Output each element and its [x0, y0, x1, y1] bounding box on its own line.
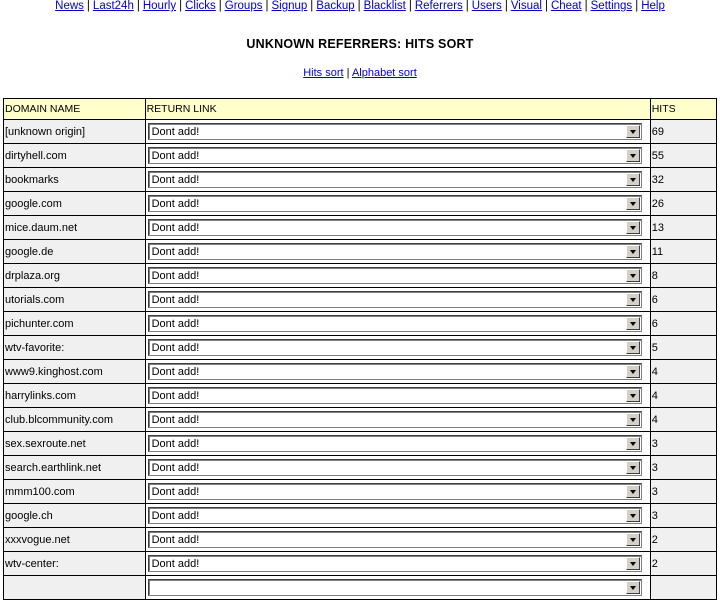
domain-name-cell: club.blcommunity.com: [4, 408, 146, 432]
table-row: [4, 408, 717, 432]
table-row: [4, 432, 717, 456]
dropdown-button[interactable]: [626, 389, 640, 402]
table-row: [4, 552, 717, 576]
hits-cell: 32: [650, 168, 716, 192]
return-link-cell: [145, 240, 650, 264]
table-row: [4, 240, 717, 264]
return-link-value: Dont add!: [151, 318, 200, 330]
chevron-down-icon: [630, 586, 636, 590]
return-link-cell: [145, 264, 650, 288]
chevron-down-icon: [630, 442, 636, 446]
domain-name-cell: wtv-favorite:: [4, 336, 146, 360]
hits-cell: 3: [650, 456, 716, 480]
domain-name-cell: search.earthlink.net: [4, 456, 146, 480]
return-link-select[interactable]: [148, 459, 642, 476]
table-row: [4, 120, 717, 144]
domain-name-cell: mmm100.com: [4, 480, 146, 504]
table-row: [4, 192, 717, 216]
hits-cell: 26: [650, 192, 716, 216]
return-link-cell: [145, 312, 650, 336]
return-link-value: Dont add!: [151, 174, 200, 186]
return-link-select[interactable]: [148, 219, 642, 236]
dropdown-button[interactable]: [626, 509, 640, 522]
nav-separator: |: [265, 0, 269, 12]
return-link-value: Dont add!: [151, 366, 200, 378]
return-link-value: Dont add!: [151, 198, 200, 210]
hits-cell: 69: [650, 120, 716, 144]
return-link-value: Dont add!: [151, 486, 200, 498]
dropdown-button[interactable]: [626, 461, 640, 474]
nav-separator: |: [635, 0, 639, 12]
return-link-value: Dont add!: [151, 534, 200, 546]
dropdown-button[interactable]: [626, 437, 640, 450]
chevron-down-icon: [630, 466, 636, 470]
return-link-value: Dont add!: [151, 438, 200, 450]
table-row: [4, 264, 717, 288]
dropdown-button[interactable]: [626, 485, 640, 498]
table-row: [4, 360, 717, 384]
domain-name-cell: harrylinks.com: [4, 384, 146, 408]
nav-separator: |: [408, 0, 412, 12]
hits-cell: 4: [650, 408, 716, 432]
return-link-cell: [145, 480, 650, 504]
return-link-select[interactable]: [148, 579, 642, 596]
domain-name-cell: xxxvogue.net: [4, 528, 146, 552]
chevron-down-icon: [630, 154, 636, 158]
hits-cell: 13: [650, 216, 716, 240]
return-link-cell: [145, 552, 650, 576]
chevron-down-icon: [630, 178, 636, 182]
nav-separator: |: [465, 0, 469, 12]
return-link-cell: [145, 216, 650, 240]
dropdown-button[interactable]: [626, 293, 640, 306]
dropdown-button[interactable]: [626, 317, 640, 330]
return-link-value: Dont add!: [151, 126, 200, 138]
return-link-value: Dont add!: [151, 414, 200, 426]
hits-cell: 3: [650, 432, 716, 456]
return-link-value: Dont add!: [151, 462, 200, 474]
hits-cell: [650, 576, 716, 600]
return-link-select[interactable]: [148, 507, 642, 524]
referrers-table: [3, 98, 717, 600]
dropdown-button[interactable]: [626, 269, 640, 282]
chevron-down-icon: [630, 202, 636, 206]
nav-separator: |: [218, 0, 222, 12]
nav-link-backup[interactable]: Backup: [316, 0, 355, 12]
return-link-value: Dont add!: [151, 222, 200, 234]
table-row: [4, 168, 717, 192]
return-link-select[interactable]: [148, 483, 642, 500]
return-link-value: Dont add!: [151, 270, 200, 282]
return-link-select[interactable]: [148, 315, 642, 332]
table-row: [4, 336, 717, 360]
return-link-select[interactable]: [148, 411, 642, 428]
dropdown-button[interactable]: [626, 341, 640, 354]
hits-cell: 6: [650, 288, 716, 312]
return-link-cell: [145, 360, 650, 384]
table-row: [4, 528, 717, 552]
return-link-select[interactable]: [148, 147, 642, 164]
hits-cell: 4: [650, 360, 716, 384]
return-link-value: Dont add!: [151, 558, 200, 570]
return-link-cell: [145, 504, 650, 528]
return-link-cell: [145, 408, 650, 432]
return-link-cell: [145, 528, 650, 552]
return-link-select[interactable]: [148, 339, 642, 356]
return-link-select[interactable]: [148, 363, 642, 380]
hits-cell: 4: [650, 384, 716, 408]
return-link-value: Dont add!: [151, 294, 200, 306]
top-nav: [0, 0, 720, 13]
return-link-cell: [145, 432, 650, 456]
return-link-value: Dont add!: [151, 390, 200, 402]
dropdown-button[interactable]: [626, 365, 640, 378]
domain-name-cell: sex.sexroute.net: [4, 432, 146, 456]
domain-name-cell: mice.daum.net: [4, 216, 146, 240]
return-link-cell: [145, 384, 650, 408]
table-row: [4, 288, 717, 312]
nav-separator: |: [504, 0, 508, 12]
nav-link-last24h[interactable]: Last24h: [92, 0, 134, 12]
chevron-down-icon: [630, 346, 636, 350]
domain-name-cell: bookmarks: [4, 168, 146, 192]
chevron-down-icon: [630, 562, 636, 566]
chevron-down-icon: [630, 538, 636, 542]
dropdown-button[interactable]: [626, 581, 640, 594]
hits-cell: 2: [650, 528, 716, 552]
hits-cell: 2: [650, 552, 716, 576]
table-row: [4, 576, 717, 600]
dropdown-button[interactable]: [626, 149, 640, 162]
return-link-select[interactable]: [148, 123, 642, 140]
return-link-select[interactable]: [148, 243, 642, 260]
return-link-cell: [145, 168, 650, 192]
domain-name-cell: [unknown origin]: [4, 120, 146, 144]
chevron-down-icon: [630, 322, 636, 326]
dropdown-button[interactable]: [626, 533, 640, 546]
nav-separator: |: [357, 0, 361, 12]
nav-link-hourly[interactable]: Hourly: [142, 0, 177, 12]
dropdown-button[interactable]: [626, 413, 640, 426]
nav-separator: |: [86, 0, 90, 12]
nav-separator: |: [584, 0, 588, 12]
return-link-select[interactable]: [148, 171, 642, 188]
return-link-cell: [145, 192, 650, 216]
domain-name-cell: drplaza.org: [4, 264, 146, 288]
return-link-cell: [145, 456, 650, 480]
hits-cell: 55: [650, 144, 716, 168]
domain-name-cell: google.de: [4, 240, 146, 264]
page-title: UNKNOWN REFERRERS: HITS SORT: [246, 37, 474, 51]
hits-cell: 11: [650, 240, 716, 264]
return-link-select[interactable]: [148, 555, 642, 572]
hits-cell: 3: [650, 480, 716, 504]
nav-link-signup[interactable]: Signup: [271, 0, 308, 12]
dropdown-button[interactable]: [626, 221, 640, 234]
return-link-value: Dont add!: [151, 510, 200, 522]
dropdown-button[interactable]: [626, 173, 640, 186]
nav-link-settings[interactable]: Settings: [590, 0, 633, 12]
domain-name-cell: pichunter.com: [4, 312, 146, 336]
return-link-cell: [145, 144, 650, 168]
return-link-select[interactable]: [148, 195, 642, 212]
header-return-link: RETURN LINK: [145, 99, 650, 120]
return-link-select[interactable]: [148, 531, 642, 548]
dropdown-button[interactable]: [626, 197, 640, 210]
domain-name-cell: utorials.com: [4, 288, 146, 312]
chevron-down-icon: [630, 130, 636, 134]
domain-name-cell: dirtyhell.com: [4, 144, 146, 168]
return-link-value: Dont add!: [151, 150, 200, 162]
nav-link-help[interactable]: Help: [641, 0, 665, 12]
hits-cell: 3: [650, 504, 716, 528]
chevron-down-icon: [630, 226, 636, 230]
sort-links: [0, 67, 720, 79]
hits-sort-link[interactable]: Hits sort: [303, 67, 344, 79]
return-link-select[interactable]: [148, 387, 642, 404]
return-link-cell: [145, 120, 650, 144]
chevron-down-icon: [630, 394, 636, 398]
nav-link-clicks[interactable]: Clicks: [185, 0, 216, 12]
return-link-select[interactable]: [148, 291, 642, 308]
return-link-select[interactable]: [148, 435, 642, 452]
domain-name-cell: google.com: [4, 192, 146, 216]
nav-link-referrers[interactable]: Referrers: [414, 0, 463, 12]
nav-link-cheat[interactable]: Cheat: [550, 0, 582, 12]
table-row: [4, 456, 717, 480]
nav-link-visual[interactable]: Visual: [510, 0, 542, 12]
chevron-down-icon: [630, 370, 636, 374]
chevron-down-icon: [630, 490, 636, 494]
return-link-select[interactable]: [148, 267, 642, 284]
header-hits: HITS: [650, 99, 716, 120]
hits-cell: 5: [650, 336, 716, 360]
chevron-down-icon: [630, 250, 636, 254]
sort-separator: |: [346, 67, 350, 79]
nav-link-news[interactable]: News: [55, 0, 84, 12]
dropdown-button[interactable]: [626, 557, 640, 570]
alphabet-sort-link[interactable]: Alphabet sort: [351, 67, 417, 79]
domain-name-cell: www9.kinghost.com: [4, 360, 146, 384]
chevron-down-icon: [630, 274, 636, 278]
nav-separator: |: [136, 0, 140, 12]
dropdown-button[interactable]: [626, 125, 640, 138]
header-domain-name: DOMAIN NAME: [4, 99, 146, 120]
chevron-down-icon: [630, 418, 636, 422]
hits-cell: 8: [650, 264, 716, 288]
nav-separator: |: [544, 0, 548, 12]
return-link-cell: [145, 336, 650, 360]
chevron-down-icon: [630, 298, 636, 302]
nav-link-groups[interactable]: Groups: [224, 0, 263, 12]
return-link-cell: [145, 576, 650, 600]
nav-link-blacklist[interactable]: Blacklist: [363, 0, 406, 12]
domain-name-cell: [4, 576, 146, 600]
chevron-down-icon: [630, 514, 636, 518]
nav-separator: |: [310, 0, 314, 12]
table-row: [4, 504, 717, 528]
table-row: [4, 312, 717, 336]
dropdown-button[interactable]: [626, 245, 640, 258]
domain-name-cell: wtv-center:: [4, 552, 146, 576]
table-row: [4, 480, 717, 504]
return-link-value: Dont add!: [151, 342, 200, 354]
hits-cell: 6: [650, 312, 716, 336]
nav-link-users[interactable]: Users: [471, 0, 502, 12]
table-header-row: [4, 99, 717, 120]
domain-name-cell: google.ch: [4, 504, 146, 528]
nav-separator: |: [179, 0, 183, 12]
return-link-cell: [145, 288, 650, 312]
table-row: [4, 384, 717, 408]
table-row: [4, 216, 717, 240]
table-row: [4, 144, 717, 168]
return-link-value: Dont add!: [151, 246, 200, 258]
